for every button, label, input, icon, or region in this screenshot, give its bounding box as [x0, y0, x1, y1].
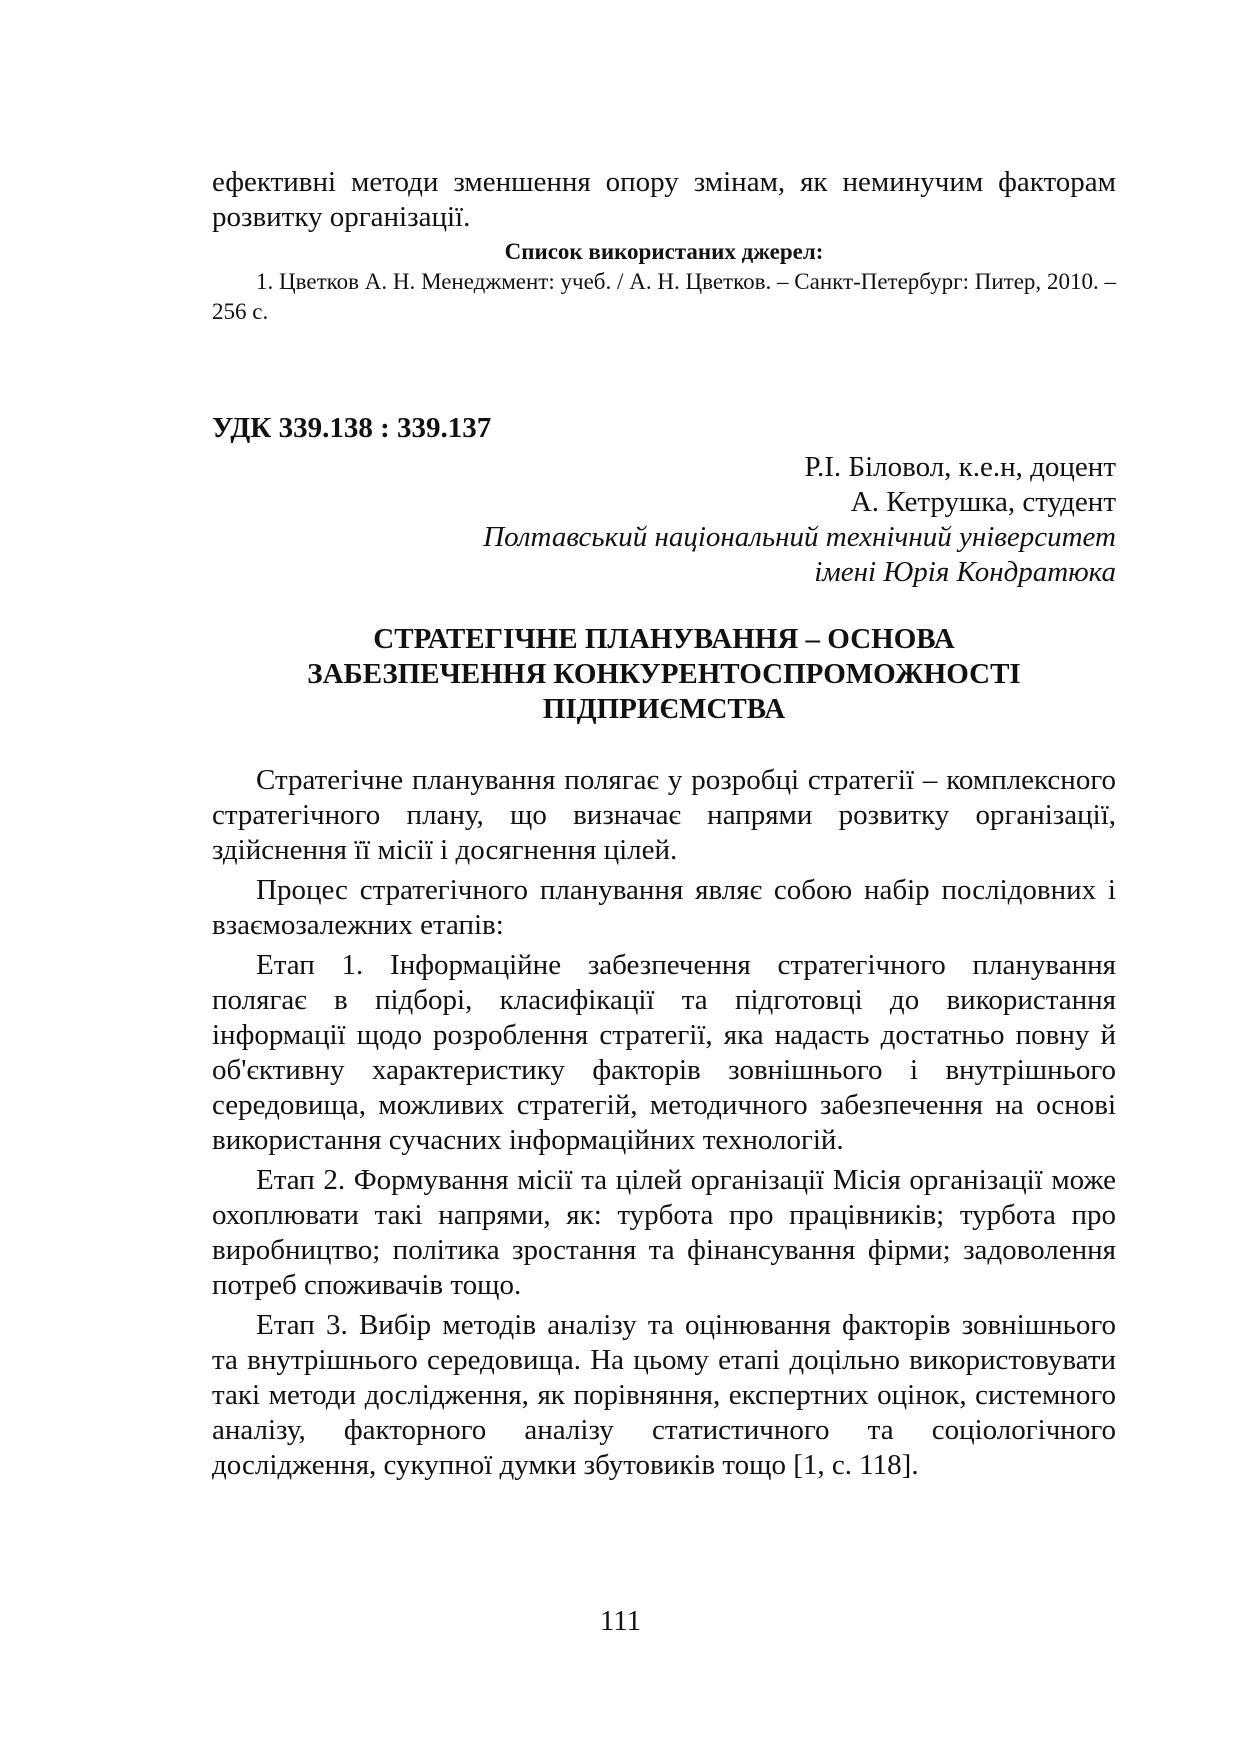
references-title: Список використаних джерел:	[504, 239, 824, 264]
title-line: СТРАТЕГІЧНЕ ПЛАНУВАННЯ – ОСНОВА	[373, 623, 955, 655]
page-number: 111	[599, 1605, 642, 1637]
body-paragraph: Етап 1. Інформаційне забезпечення стратегічного планування полягає в підборі, класифікації та підготовці до використання інформації щодо розроблення стратегії, яка надасть достатньо повну й об'єктивну характеристику факторів зовнішнього і внутрішнього середовища, можливих стратегій, методичного забезпечення на основі використання сучасних інформаційних технологій.	[212, 949, 1116, 1156]
author-line: Р.І. Біловол, к.е.н, доцент	[804, 451, 1116, 483]
body-paragraph: Етап 3. Вибір методів аналізу та оцінювання факторів зовнішнього та внутрішнього середовища. На цьому етапі доцільно використовувати такі методи дослідження, як порівняння, експертних оцінок, системного аналізу, факторного аналізу статистичного та соціологічного дослідження, сукупної думки збутовиків тощо [1, с. 118].	[212, 1309, 1116, 1481]
reference-item: 1. Цветков А. Н. Менеджмент: учеб. / А. Н. Цветков. – Санкт-Петербург: Питер, 2010. – 256 с.	[212, 269, 1116, 324]
affiliation-line: імені Юрія Кондратюка	[814, 556, 1116, 588]
author-line: А. Кетрушка, студент	[850, 486, 1116, 518]
document-page	[212, 165, 1116, 1488]
body-paragraph: Етап 2. Формування місії та цілей організації Місія організації може охоплювати такі напрями, як: турбота про працівників; турбота про виробництво; політика зростання та фінансування фірми; задоволення потреб споживачів тощо.	[212, 1164, 1116, 1301]
body-paragraph: Стратегічне планування полягає у розробці стратегії – комплексного стратегічного плану, що визначає напрями розвитку організації, здійснення її місії і досягнення цілей.	[212, 764, 1116, 866]
udk-code: УДК 339.138 : 339.137	[212, 412, 492, 444]
article-body	[212, 763, 1116, 1483]
title-line: ЗАБЕЗПЕЧЕННЯ КОНКУРЕНТОСПРОМОЖНОСТІ	[307, 658, 1021, 690]
body-paragraph: Процес стратегічного планування являє собою набір послідовних і взаємозалежних етапів:	[212, 874, 1116, 941]
title-line: ПІДПРИЄМСТВА	[542, 693, 786, 725]
authors-block	[212, 450, 1116, 590]
article-title	[212, 622, 1116, 727]
continuation-paragraph: ефективні методи зменшення опору змінам, як неминучим факторам розвитку організації.	[212, 166, 1116, 233]
affiliation-line: Полтавський національний технічний університет	[483, 521, 1116, 553]
